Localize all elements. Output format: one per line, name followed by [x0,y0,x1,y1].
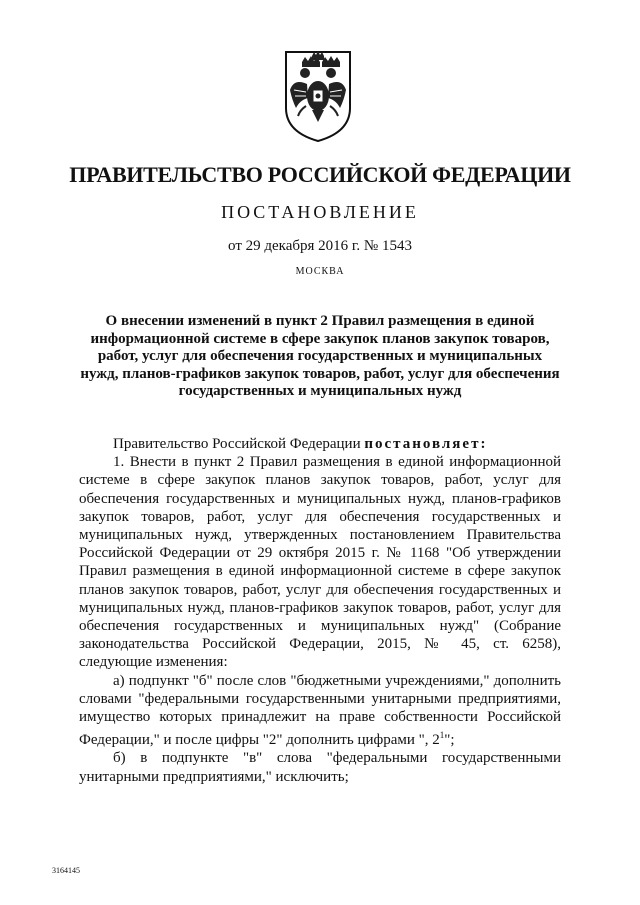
resolution-body [79,435,561,786]
document-code: 3164145 [52,866,80,875]
city: МОСКВА [295,266,345,277]
paragraph-a-end: "; [444,732,455,749]
paragraph-a-superscript: 1 [439,730,445,741]
paragraph-a [79,672,561,750]
paragraph-1: 1. Внести в пункт 2 Правил размещения в единой информационной системе в сфере закупок планов закупок товаров, работ, услуг для обеспечения государственных и муниципальных нужд, планов-графиков закупок товаров, работ, услуг для обеспечения государственных и муниципальных нужд, утвержденных постановлением Правительства Российской Федерации от 29 октября 2015 г. № 1168 "Об утверждении Правил размещения в единой информационной системе в сфере закупок планов закупок товаров, работ, услуг для обеспечения государственных и муниципальных нужд, планов-графиков закупок товаров, работ, услуг для обеспечения государственных и муниципальных нужд" (Собрание законодательства Российской Федерации, 2015, № 45, ст. 6258), следующие изменения: [79,454,561,671]
document-type: ПОСТАНОВЛЕНИЕ [221,202,419,222]
intro-lead: Правительство Российской Федерации [113,436,365,452]
resolution-title: О внесении изменений в пункт 2 Правил размещения в единой информационной системе в сфере закупок планов закупок товаров, работ, услуг для обеспечения государственных и муниципальных нужд, планов-графиков закупок товаров, работ, услуг для обеспечения государственных и муниципальных нужд [80,313,560,399]
coat-of-arms-emblem [272,48,364,144]
government-title: ПРАВИТЕЛЬСТВО РОССИЙСКОЙ ФЕДЕРАЦИИ [69,162,571,187]
paragraph-b: б) в подпункте "в" слова "федеральными государственными унитарными предприятиями," исключить; [79,750,561,785]
paragraph-a-text: а) подпункт "б" после слов "бюджетными учреждениями," дополнить словами "федеральными государственными унитарными предприятиями, имущество которых принадлежит на праве собственности Российской Федерации," и после цифры "2" дополнить цифрами ", 2 [79,672,561,749]
document-date-number: от 29 декабря 2016 г. № 1543 [228,238,412,254]
intro-verb: постановляет: [364,436,488,452]
intro-paragraph [79,435,561,453]
